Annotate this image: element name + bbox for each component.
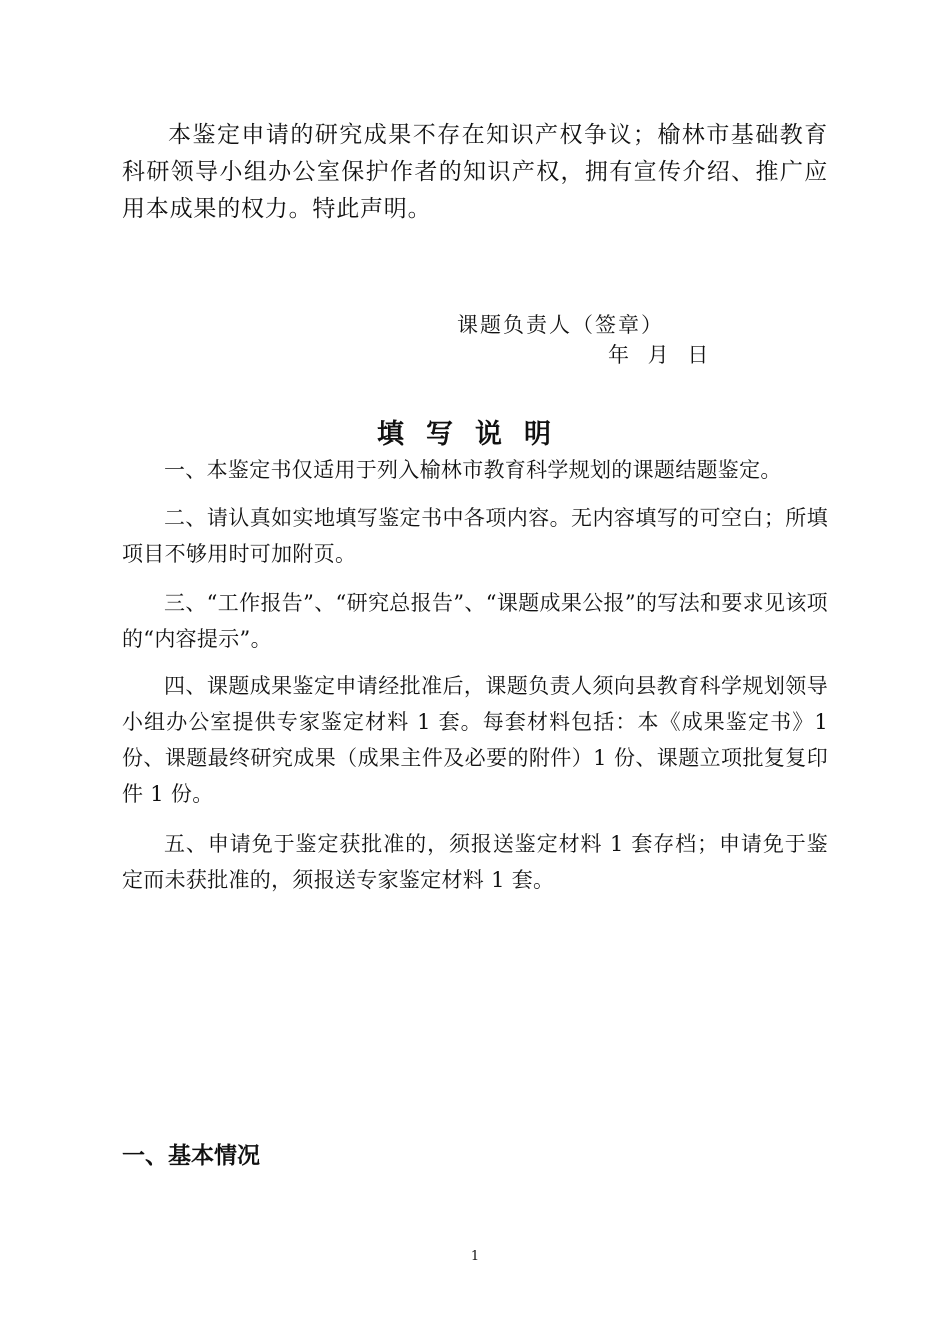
section-heading-basic-info: 一、基本情况 — [122, 1142, 260, 1169]
ip-declaration-paragraph: 本鉴定申请的研究成果不存在知识产权争议；榆林市基础教育科研领导小组办公室保护作者的知识产权，拥有宣传介绍、推广应用本成果的权力。特此声明。 — [122, 122, 828, 222]
instruction-item-1: 一、本鉴定书仅适用于列入榆林市教育科学规划的课题结题鉴定。 — [164, 458, 782, 482]
instruction-item-2: 二、请认真如实地填写鉴定书中各项内容。无内容填写的可空白；所填项目不够用时可加附页。 — [122, 506, 828, 566]
signature-label: 课题负责人（签章） — [457, 313, 664, 337]
instruction-item-3: 三、“工作报告”、“研究总报告”、“课题成果公报”的写法和要求见该项的“内容提示”。 — [122, 591, 828, 651]
page-number: 1 — [470, 1249, 480, 1264]
instruction-item-4: 四、课题成果鉴定申请经批准后，课题负责人须向县教育科学规划领导小组办公室提供专家鉴定材料 1 套。每套材料包括：本《成果鉴定书》1 份、课题最终研究成果（成果主件及必要的附件）1 份、课题立项批复复印件 1 份。 — [122, 674, 828, 806]
instructions-title: 填写说明 — [377, 419, 573, 450]
instruction-item-5: 五、申请免于鉴定获批准的，须报送鉴定材料 1 套存档；申请免于鉴定而未获批准的，须报送专家鉴定材料 1 套。 — [122, 832, 828, 892]
date-label: 年 月 日 — [608, 343, 711, 367]
